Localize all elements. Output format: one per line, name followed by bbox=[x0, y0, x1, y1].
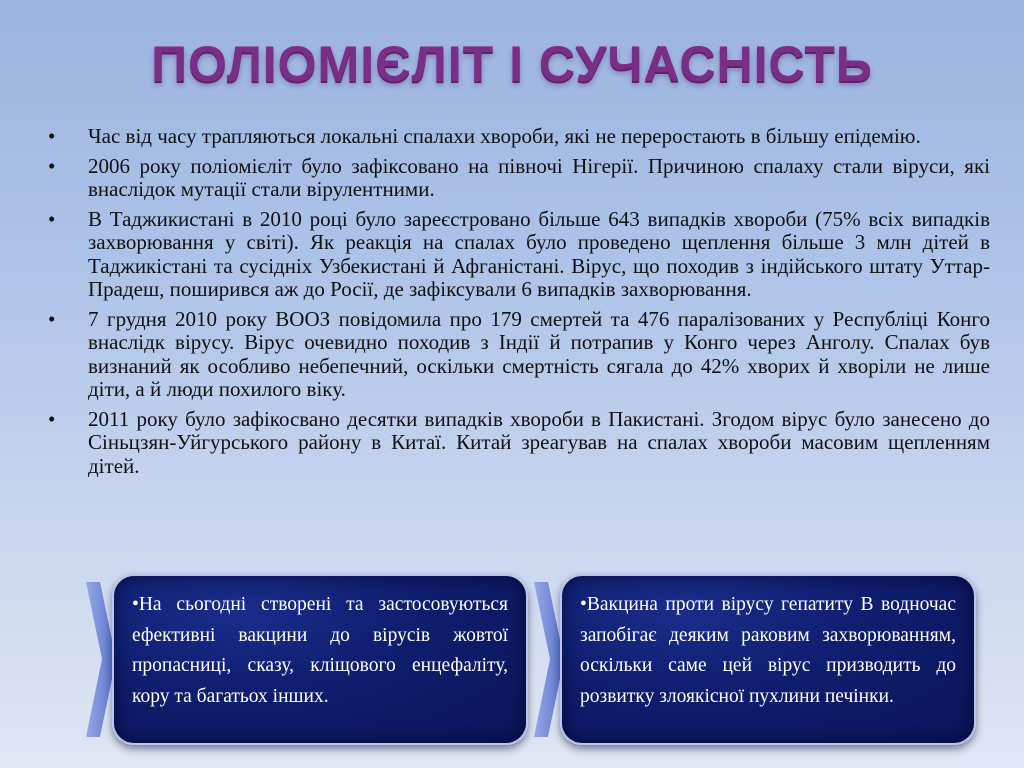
slide-title-container bbox=[0, 34, 1024, 94]
bullet-dot-icon: • bbox=[48, 153, 56, 178]
bullet-text: 7 грудня 2010 року ВООЗ повідомила про 179 смертей та 476 паралізованих у Республіці Конго внаслідк вірусу. Вірус очевидно походив з Індії й потрапив у Конго через Анголу. Спалах був визнаний як особливо небепечний, оскільки смертність сягала до 42% хворих й хворіли не лише діти, а й люди похилого віку. bbox=[88, 306, 990, 401]
vaccines-info-box bbox=[112, 574, 528, 745]
slide-title: ПОЛІОМІЄЛІТ І СУЧАСНІСТЬ bbox=[151, 36, 873, 92]
hepatitis-info-text: •Вакцина проти вірусу гепатиту В водночас запобігає деяким раковим захворюванням, оскільки саме цей вірус призводить до розвитку злоякісної пухлини печінки. bbox=[580, 594, 956, 707]
slide-title-reflection bbox=[0, 92, 1024, 118]
bullet-dot-icon: • bbox=[48, 406, 56, 431]
bullet-dot-icon: • bbox=[48, 206, 56, 231]
bullet-list bbox=[48, 125, 990, 478]
bullet-item bbox=[48, 408, 990, 479]
bullet-text: 2006 року поліомієліт було зафіксовано на півночі Нігерії. Причиною спалаху стали віруси, які внаслідок мутації стали вірулентними. bbox=[88, 153, 990, 201]
bullet-item bbox=[48, 125, 990, 149]
bullet-dot-icon: • bbox=[48, 124, 56, 148]
bullet-item bbox=[48, 308, 990, 402]
vaccines-info-text: •На сьогодні створені та застосовуються ефективні вакцини до вірусів жовтої пропасниці, сказу, кліщового енцефаліту, кору та багатьох інших. bbox=[132, 594, 508, 707]
bullet-item bbox=[48, 155, 990, 202]
bullet-text: 2011 року було зафікосвано десятки випадків хвороби в Пакистані. Згодом вірус було занесено до Сіньцзян-Уйгурського району в Китаї. Китай зреагував на спалах хвороби масовим щепленням дітей. bbox=[88, 406, 990, 478]
bullet-dot-icon: • bbox=[48, 306, 56, 331]
bullet-list-container bbox=[48, 125, 990, 484]
bullet-item bbox=[48, 208, 990, 302]
hepatitis-info-box bbox=[560, 574, 976, 745]
bullet-text: В Таджикистані в 2010 році було зареєстровано більше 643 випадків хвороби (75% всіх випадків захворювання у світі). Як реакція на спалах було проведено щеплення більше 3 млн дітей в Таджикістані та сусідніх Узбекистані й Афганістані. Вірус, що походив з індійського штату Уттар-Прадеш, поширився аж до Росії, де зафіксували 6 випадків захворювання. bbox=[88, 206, 990, 301]
bullet-text: Час від часу трапляються локальні спалахи хвороби, які не переростають в більшу епідемію. bbox=[88, 124, 921, 148]
